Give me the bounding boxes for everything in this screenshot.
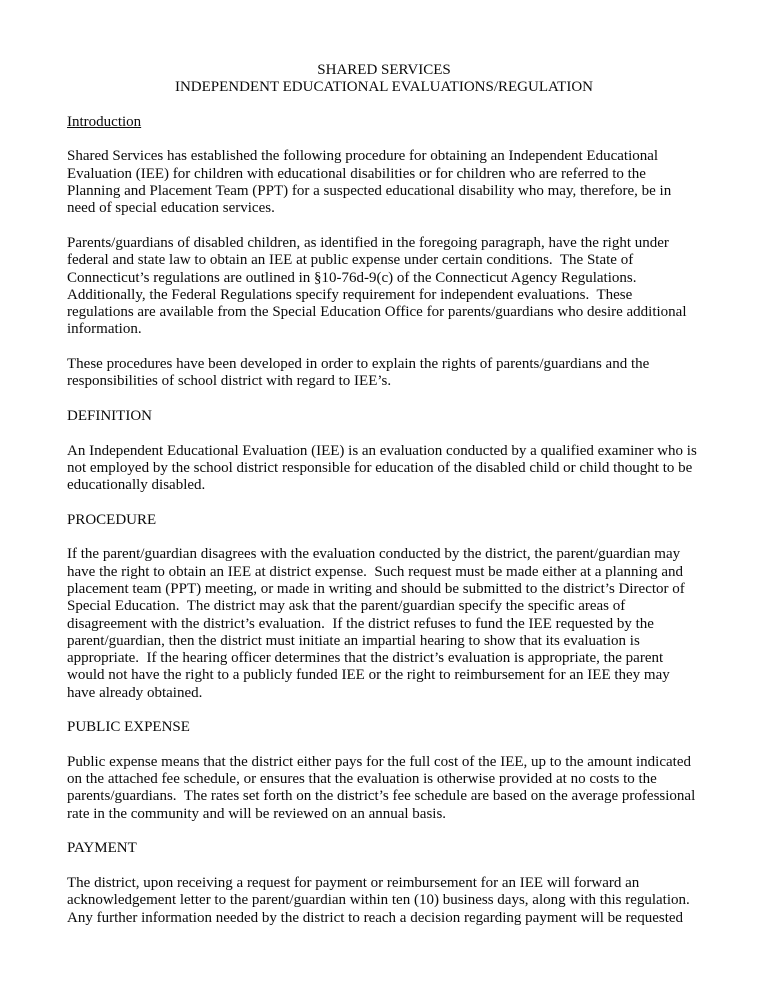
paragraph: Shared Services has established the following procedure for obtaining an Independent Educational Evaluation (IEE) for children with educational disabilities or for children who are referred to the Planning and Placement Team (PPT) for a suspected educational disability who may, therefore, be in need of special education services. xyxy=(67,148,675,217)
section-heading: Introduction xyxy=(67,113,142,130)
paragraph: If the parent/guardian disagrees with the evaluation conducted by the district, the parent/guardian may have the right to obtain an IEE at district expense. Such request must be made either at a planning and placement team (PPT) meeting, or made in writing and should be submitted to the district’s Director of Special Education. The district may ask that the parent/guardian specify the specific areas of disagreement with the district’s evaluation. If the district refuses to fund the IEE requested by the parent/guardian, then the district must initiate an impartial hearing to show that its evaluation is appropriate. If the hearing officer determines that the district’s evaluation is appropriate, the parent would not have the right to a publicly funded IEE or the right to reimbursement for an IEE they may have already obtained. xyxy=(67,546,689,701)
section-heading: PUBLIC EXPENSE xyxy=(67,719,190,736)
title-line-2: INDEPENDENT EDUCATIONAL EVALUATIONS/REGULATION xyxy=(174,79,594,96)
title-line-1: SHARED SERVICES xyxy=(317,62,451,78)
section-heading: PROCEDURE xyxy=(67,511,157,528)
section-heading: DEFINITION xyxy=(67,407,152,424)
paragraph: Parents/guardians of disabled children, as identified in the foregoing paragraph, have the right under federal and state law to obtain an IEE at public expense under certain conditions. The State of Connecticut’s regulations are outlined in §10-76d-9(c) of the Connecticut Agency Regulations. Additionally, the Federal Regulations specify requirement for independent evaluations. These regulations are available from the Special Education Office for parents/guardians who desire additional information. xyxy=(67,234,691,338)
paragraph: These procedures have been developed in order to explain the rights of parents/guardians and the responsibilities of school district with regard to IEE’s. xyxy=(67,356,654,390)
paragraph: Public expense means that the district either pays for the full cost of the IEE, up to the amount indicated on the attached fee schedule, or ensures that the evaluation is otherwise provided at no costs to the parents/guardians. The rates set forth on the district’s fee schedule are based on the average professional rate in the community and will be reviewed on an annual basis. xyxy=(67,753,699,822)
paragraph: The district, upon receiving a request for payment or reimbursement for an IEE will forward an acknowledgement letter to the parent/guardian within ten (10) business days, along with this regulation. Any further information needed by the district to reach a decision regarding payment will be requested xyxy=(67,874,697,926)
paragraph: An Independent Educational Evaluation (IEE) is an evaluation conducted by a qualified examiner who is not employed by the school district responsible for education of the disabled child or child thought to be educationally disabled. xyxy=(67,442,701,494)
document-title xyxy=(67,62,701,97)
section-heading: PAYMENT xyxy=(67,840,137,857)
document-body xyxy=(67,114,701,927)
